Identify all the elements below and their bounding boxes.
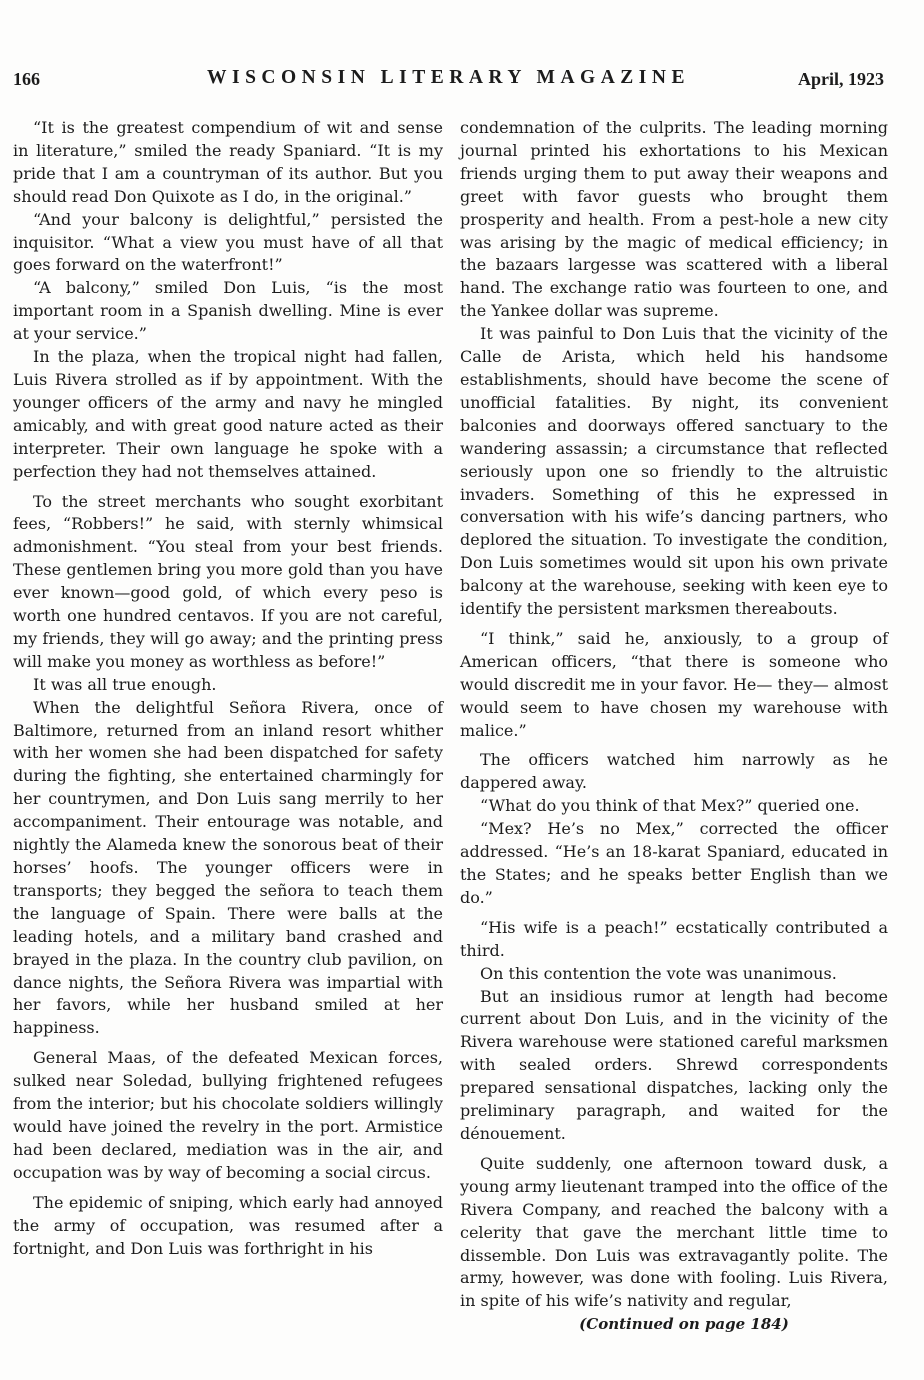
paragraph: It was all true enough. bbox=[33, 674, 217, 694]
paragraph: “His wife is a peach!” ecstatically contributed a third. bbox=[460, 917, 888, 960]
left-column bbox=[13, 117, 443, 1260]
paragraph: “I think,” said he, anxiously, to a group of American officers, “that there is someone who would discredit me in your favor. He— they— almost would seem to have chosen my warehouse with malice.” bbox=[460, 628, 888, 740]
page-number: 166 bbox=[13, 69, 40, 89]
paragraph: “What do you think of that Mex?” queried one. bbox=[480, 796, 860, 816]
issue-date: April, 1923 bbox=[797, 69, 884, 89]
paragraph: In the plaza, when the tropical night had fallen, Luis Rivera strolled as if by appointment. With the younger officers of the army and navy he mingled amicably, and with great good nature acted as their interpreter. Their own language he spoke with a perfection they had not themselves attained. bbox=[13, 347, 443, 481]
paragraph: It was painful to Don Luis that the vicinity of the Calle de Arista, which held his handsome establishments, should have become the scene of unofficial fatalities. By night, its convenient balconies and doorways offered sanctuary to the wandering assassin; a circumstance that reflected seriously upon one so friendly to the altruistic invaders. Something of this he expressed in conversation with his wife’s dancing partners, who deplored the situation. To investigate the condition, Don Luis sometimes would sit upon his own private balcony at the warehouse, seeking with keen eye to identify the persistent marksmen thereabouts. bbox=[460, 324, 888, 619]
paragraph: On this contention the vote was unanimous. bbox=[480, 963, 837, 983]
magazine-title: WISCONSIN LITERARY MAGAZINE bbox=[207, 67, 690, 88]
paragraph: When the delightful Señora Rivera, once of Baltimore, returned from an inland resort whither with her women she had been dispatched for safety during the fighting, she entertained charmingly for her countrymen, and Don Luis sang merrily to her accompaniment. Their entourage was notable, and nightly the Alameda knew the sonorous beat of their horses’ hoofs. The younger officers were in transports; they begged the señora to teach them the language of Spain. There were balls at the leading hotels, and a military band crashed and brayed in the plaza. In the country club pavilion, on dance nights, the Señora Rivera was impartial with her favors, while her husband smiled at her happiness. bbox=[13, 697, 443, 1038]
paragraph: General Maas, of the defeated Mexican forces, sulked near Soledad, bullying frightened refugees from the interior; but his chocolate soldiers willingly would have joined the revelry in the port. Armistice had been declared, mediation was in the air, and occupation was by way of becoming a social circus. bbox=[13, 1048, 443, 1182]
paragraph: The epidemic of sniping, which early had annoyed the army of occupation, was resumed after a fortnight, and Don Luis was forthright in his bbox=[13, 1192, 443, 1258]
paragraph: But an insidious rumor at length had become current about Don Luis, and in the vicinity of the Rivera warehouse were stationed careful marksmen with sealed orders. Shrewd correspondents prepared sensational dispatches, lacking only the preliminary paragraph, and waited for the dénouement. bbox=[460, 986, 888, 1143]
paragraph: The officers watched him narrowly as he dappered away. bbox=[460, 750, 888, 793]
paragraph: condemnation of the culprits. The leading morning journal printed his exhortations to his Mexican friends urging them to put away their weapons and greet with favor guests who brought them prosperity and health. From a pest-hole a new city was arising by the magic of medical efficiency; in the bazaars largesse was scattered with a liberal hand. The exchange ratio was fourteen to one, and the Yankee dollar was supreme. bbox=[460, 118, 888, 321]
continued-note: (Continued on page 184) bbox=[579, 1315, 789, 1334]
paragraph: “A balcony,” smiled Don Luis, “is the most important room in a Spanish dwelling. Mine is ever at your service.” bbox=[13, 278, 443, 344]
right-column bbox=[460, 117, 888, 1336]
paragraph: Quite suddenly, one afternoon toward dusk, a young army lieutenant tramped into the office of the Rivera Company, and reached the balcony with a celerity that gave the merchant little time to dissemble. Don Luis was extravagantly polite. The army, however, was done with fooling. Luis Rivera, in spite of his wife’s nativity and regular, bbox=[460, 1153, 888, 1311]
paragraph: “Mex? He’s no Mex,” corrected the officer addressed. “He’s an 18-karat Spaniard, educated in the States; and he speaks better English than we do.” bbox=[460, 819, 888, 907]
page-header bbox=[13, 69, 884, 99]
paragraph: To the street merchants who sought exorbitant fees, “Robbers!” he said, with sternly whimsical admonishment. “You steal from your best friends. These gentlemen bring you more gold than you have ever known—good gold, of which every peso is worth one hundred centavos. If you are not careful, my friends, they will go away; and the printing press will make you money as worthless as before!” bbox=[13, 491, 443, 671]
paragraph: “It is the greatest compendium of wit and sense in literature,” smiled the ready Spaniard. “It is my pride that I am a countryman of its author. But you should read Don Quixote as I do, in the original.” bbox=[13, 118, 443, 206]
paragraph: “And your balcony is delightful,” persisted the inquisitor. “What a view you must have of all that goes forward on the waterfront!” bbox=[13, 209, 443, 275]
